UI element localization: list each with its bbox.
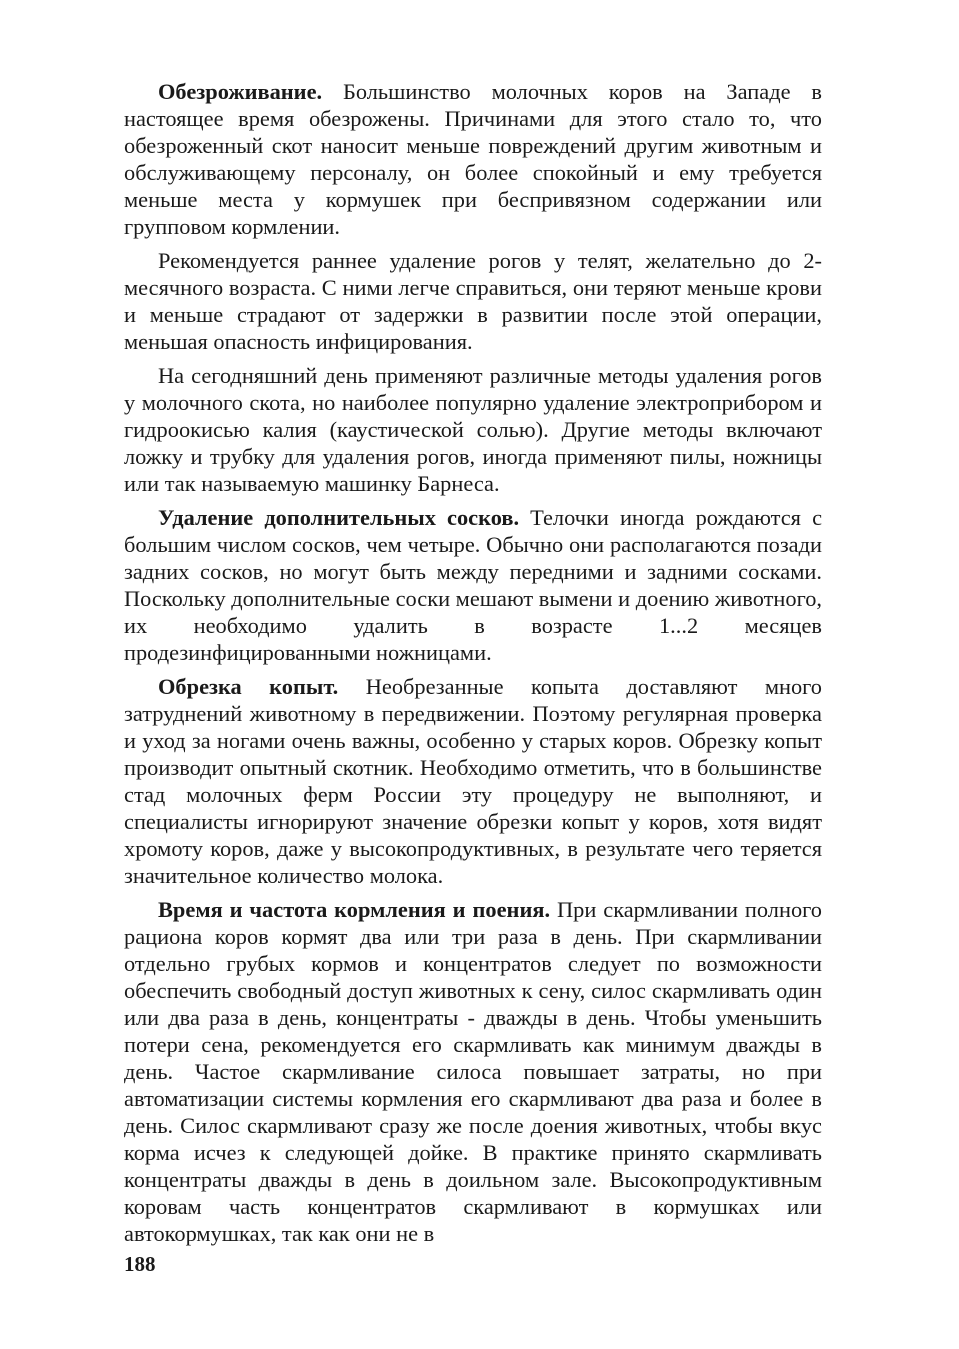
paragraph-early-dehorning bbox=[124, 247, 822, 355]
paragraph-extra-teats bbox=[124, 504, 822, 666]
paragraph-text: Телочки иногда рождаются с большим числом сосков, чем четыре. Обычно они располагаются позади задних сосков, но могут быть между передними и задними сосками. Поскольку дополнительные соски мешают вымени и доению животного, их необходимо удалить в возрасте 1...2 месяцев продезинфицированными ножницами. bbox=[124, 505, 823, 665]
paragraph-text: При скармливании полного рациона коров кормят два или три раза в день. При скармливании отдельно грубых кормов и концентратов следует по возможности обеспечить свободный доступ животных к сену, силос скармливать один или два раза в день, концентраты - дважды в день. Чтобы уменьшить потери сена, рекомендуется его скармливать как минимум дважды в день. Частое скармливание силоса повышает затраты, но при автоматизации системы кормления его скармливают два раза и более в день. Силос скармливают сразу же после доения животных, чтобы вкус корма исчез к следующей дойке. В практике принято скармливать концентраты дважды в день в доильном зале. Высокопродуктивным коровам часть концентратов скармливают в кормушках или автокормушках, так как они не в bbox=[124, 897, 822, 1246]
paragraph-dehorning-methods bbox=[124, 362, 822, 497]
paragraph-text: Необрезанные копыта доставляют много затруднений животному в передвижении. Поэтому регулярная проверка и уход за ногами очень важны, особенно у старых коров. Обрезку копыт производит опытный скотник. Необходимо отметить, что в большинстве стад молочных ферм России эту процедуру не выполняют, и специалисты игнорируют значение обрезки копыт у коров, хотя видят хромоту коров, даже у высокопродуктивных, в результате чего теряется значительное количество молока. bbox=[124, 674, 822, 888]
paragraph-heading: Удаление дополнительных сосков. bbox=[158, 505, 520, 530]
paragraph-text: Большинство молочных коров на Западе в настоящее время обезрожены. Причинами для этого стало то, что обезроженный скот наносит меньше повреждений другим животным и обслуживающему персоналу, он более спокойный и ему требуется меньше места у кормушек при беспривязном содержании или групповом кормлении. bbox=[124, 79, 822, 239]
page-body bbox=[124, 78, 822, 1247]
paragraph-heading: Обезроживание. bbox=[158, 79, 323, 104]
paragraph-feeding-frequency bbox=[124, 896, 822, 1247]
paragraph-heading: Обрезка копыт. bbox=[158, 674, 339, 699]
paragraph-text: Рекомендуется раннее удаление рогов у телят, желательно до 2-месячного возраста. С ними легче справиться, они теряют меньше крови и меньше страдают от задержки в развитии после этой операции, меньшая опасность инфицирования. bbox=[124, 248, 822, 354]
paragraph-dehorning bbox=[124, 78, 822, 240]
page-number: 188 bbox=[124, 1252, 156, 1276]
paragraph-hoof-trimming bbox=[124, 673, 822, 889]
paragraph-heading: Время и частота кормления и поения. bbox=[158, 897, 551, 922]
paragraph-text: На сегодняшний день применяют различные методы удаления рогов у молочного скота, но наиболее популярно удаление электроприбором и гидроокисью калия (каустической солью). Другие методы включают ложку и трубку для удаления рогов, иногда применяют пилы, ножницы или так называемую машинку Барнеса. bbox=[124, 363, 822, 496]
